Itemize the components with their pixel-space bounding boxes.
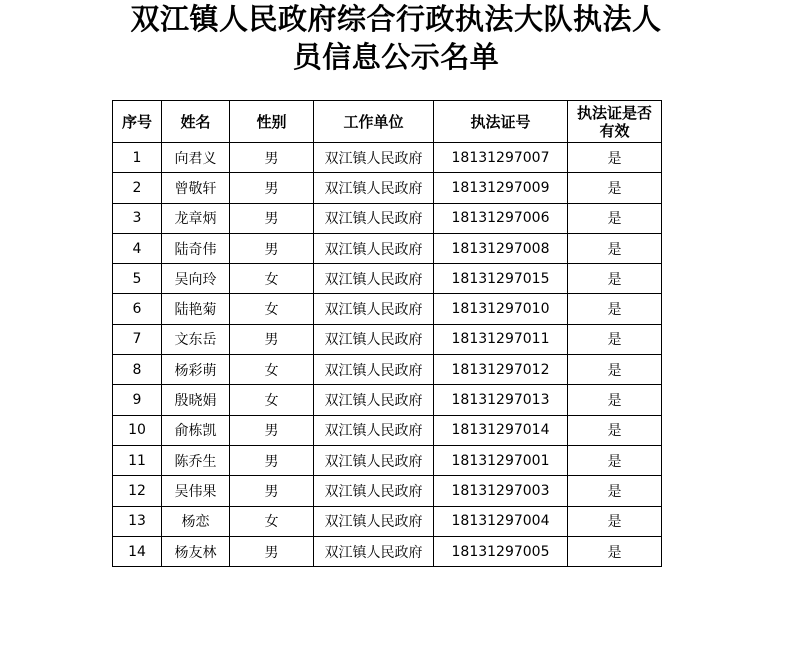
cell-name: 俞栋凯: [162, 415, 230, 445]
header-name: 姓名: [162, 101, 230, 143]
cell-gender: 男: [230, 476, 314, 506]
cell-valid: 是: [568, 385, 662, 415]
page-title-line-1: 双江镇人民政府综合行政执法大队执法人: [130, 2, 662, 36]
cell-name: 杨友林: [162, 536, 230, 566]
table-row: [113, 445, 662, 475]
cell-cert-no: 18131297014: [434, 415, 568, 445]
cell-gender: 男: [230, 143, 314, 173]
cell-gender: 男: [230, 324, 314, 354]
table-row: [113, 476, 662, 506]
cell-cert-no: 18131297007: [434, 143, 568, 173]
cell-index: 7: [113, 324, 162, 354]
cell-unit: 双江镇人民政府: [314, 203, 434, 233]
cell-name: 杨彩萌: [162, 355, 230, 385]
personnel-table: [112, 100, 662, 567]
cell-valid: 是: [568, 324, 662, 354]
cell-cert-no: 18131297001: [434, 445, 568, 475]
cell-gender: 男: [230, 536, 314, 566]
cell-index: 9: [113, 385, 162, 415]
cell-gender: 女: [230, 294, 314, 324]
table-row: [113, 536, 662, 566]
cell-valid: 是: [568, 445, 662, 475]
header-cert-no: 执法证号: [434, 101, 568, 143]
header-index: 序号: [113, 101, 162, 143]
cell-name: 吴向玲: [162, 264, 230, 294]
cell-cert-no: 18131297009: [434, 173, 568, 203]
table-row: [113, 506, 662, 536]
cell-unit: 双江镇人民政府: [314, 143, 434, 173]
table-row: [113, 324, 662, 354]
header-unit: 工作单位: [314, 101, 434, 143]
cell-valid: 是: [568, 143, 662, 173]
cell-gender: 女: [230, 385, 314, 415]
cell-unit: 双江镇人民政府: [314, 445, 434, 475]
header-valid-line-1: 执法证是否: [576, 103, 652, 122]
header-valid: [568, 101, 662, 143]
cell-valid: 是: [568, 173, 662, 203]
cell-gender: 男: [230, 415, 314, 445]
cell-gender: 女: [230, 264, 314, 294]
table-row: [113, 143, 662, 173]
cell-gender: 男: [230, 233, 314, 263]
cell-unit: 双江镇人民政府: [314, 355, 434, 385]
table-row: [113, 264, 662, 294]
cell-index: 13: [113, 506, 162, 536]
cell-valid: 是: [568, 506, 662, 536]
cell-gender: 女: [230, 355, 314, 385]
cell-valid: 是: [568, 536, 662, 566]
cell-cert-no: 18131297004: [434, 506, 568, 536]
cell-gender: 女: [230, 506, 314, 536]
cell-index: 10: [113, 415, 162, 445]
cell-name: 曾敬轩: [162, 173, 230, 203]
cell-gender: 男: [230, 173, 314, 203]
table-row: [113, 415, 662, 445]
cell-unit: 双江镇人民政府: [314, 233, 434, 263]
cell-index: 8: [113, 355, 162, 385]
table-header-row: [113, 101, 662, 143]
cell-index: 12: [113, 476, 162, 506]
cell-cert-no: 18131297015: [434, 264, 568, 294]
cell-unit: 双江镇人民政府: [314, 173, 434, 203]
cell-cert-no: 18131297006: [434, 203, 568, 233]
cell-unit: 双江镇人民政府: [314, 536, 434, 566]
cell-valid: 是: [568, 355, 662, 385]
cell-name: 龙章炳: [162, 203, 230, 233]
page-title: [96, 0, 696, 76]
page-title-line-2: 员信息公示名单: [292, 40, 500, 74]
cell-cert-no: 18131297012: [434, 355, 568, 385]
cell-valid: 是: [568, 203, 662, 233]
cell-unit: 双江镇人民政府: [314, 415, 434, 445]
table-row: [113, 294, 662, 324]
cell-index: 14: [113, 536, 162, 566]
table-row: [113, 355, 662, 385]
cell-cert-no: 18131297003: [434, 476, 568, 506]
table-row: [113, 203, 662, 233]
cell-valid: 是: [568, 415, 662, 445]
cell-name: 文东岳: [162, 324, 230, 354]
cell-cert-no: 18131297013: [434, 385, 568, 415]
cell-cert-no: 18131297005: [434, 536, 568, 566]
header-gender: 性别: [230, 101, 314, 143]
cell-index: 4: [113, 233, 162, 263]
cell-name: 陆艳菊: [162, 294, 230, 324]
cell-valid: 是: [568, 264, 662, 294]
cell-index: 11: [113, 445, 162, 475]
cell-cert-no: 18131297011: [434, 324, 568, 354]
cell-unit: 双江镇人民政府: [314, 324, 434, 354]
cell-index: 1: [113, 143, 162, 173]
cell-unit: 双江镇人民政府: [314, 264, 434, 294]
cell-unit: 双江镇人民政府: [314, 385, 434, 415]
table-row: [113, 173, 662, 203]
cell-name: 陆奇伟: [162, 233, 230, 263]
cell-cert-no: 18131297008: [434, 233, 568, 263]
cell-name: 向君义: [162, 143, 230, 173]
cell-unit: 双江镇人民政府: [314, 476, 434, 506]
cell-index: 6: [113, 294, 162, 324]
cell-unit: 双江镇人民政府: [314, 506, 434, 536]
table-body: [113, 143, 662, 567]
table-row: [113, 385, 662, 415]
cell-valid: 是: [568, 233, 662, 263]
cell-gender: 男: [230, 445, 314, 475]
header-valid-line-2: 有效: [599, 121, 630, 140]
cell-index: 5: [113, 264, 162, 294]
cell-unit: 双江镇人民政府: [314, 294, 434, 324]
table-row: [113, 233, 662, 263]
cell-cert-no: 18131297010: [434, 294, 568, 324]
cell-index: 3: [113, 203, 162, 233]
cell-name: 吴伟果: [162, 476, 230, 506]
cell-index: 2: [113, 173, 162, 203]
cell-name: 陈乔生: [162, 445, 230, 475]
cell-name: 杨恋: [162, 506, 230, 536]
cell-name: 殷晓娟: [162, 385, 230, 415]
cell-gender: 男: [230, 203, 314, 233]
cell-valid: 是: [568, 476, 662, 506]
cell-valid: 是: [568, 294, 662, 324]
